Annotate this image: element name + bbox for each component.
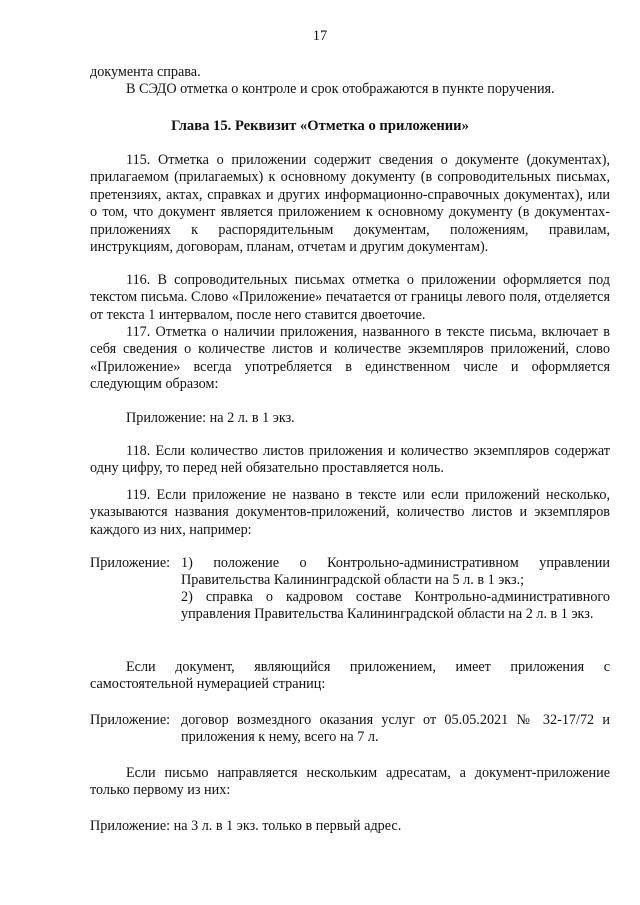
example-attachment-1: Приложение: на 2 л. в 1 экз.	[126, 410, 295, 426]
attachment-contract: договор возмездного оказания услуг от 05.05.2021 № 32-17/72 и приложения к нему, всего на 7 л.	[181, 712, 610, 746]
intro-line-1: документа справа.	[90, 64, 201, 80]
paragraph-119: 119. Если приложение не названо в тексте или если приложений несколько, указываются названия документов-приложений, количество листов и экземпляров каждого из них, например:	[90, 487, 610, 538]
paragraph-116: 116. В сопроводительных письмах отметка о приложении оформляется под текстом письма. Слово «Приложение» печатается от границы левого поля, отделяется от текста 1 интервалом, после него ставится двоеточие.	[90, 272, 610, 323]
paragraph-117: 117. Отметка о наличии приложения, названного в тексте письма, включает в себя сведения о количестве листов и количестве экземпляров приложений, слово «Приложение» всегда употребляется в единственном числе и оформляется следующим образом:	[90, 324, 610, 393]
page-number: 17	[312, 28, 328, 44]
paragraph-118: 118. Если количество листов приложения и количество экземпляров содержат одну цифру, то перед ней обязательно проставляется ноль.	[90, 443, 610, 477]
attachment-label: Приложение:	[90, 712, 171, 728]
paragraph-numbered-pages: Если документ, являющийся приложением, имеет приложения с самостоятельной нумерацией страниц:	[90, 659, 610, 693]
intro-line-2: В СЭДО отметка о контроле и срок отображаются в пункте поручения.	[126, 81, 555, 98]
paragraph-multiple-addressees: Если письмо направляется нескольким адресатам, а документ-приложение только первому из них:	[90, 765, 610, 799]
attachment-label: Приложение:	[90, 555, 171, 571]
chapter-heading: Глава 15. Реквизит «Отметка о приложении»	[171, 118, 469, 134]
example-attachment-4: Приложение: на 3 л. в 1 экз. только в первый адрес.	[90, 818, 402, 834]
paragraph-115: 115. Отметка о приложении содержит сведения о документе (документах), прилагаемом (прилагаемых) к основному документу (в сопроводительных письмах, претензиях, актах, справках и других информационно-справочных документах), или о том, что документ является приложением к основному документу (в документах-приложениях к распорядительным документам, положениям, правилам, инструкциям, договорам, планам, отчетам и другим документам).	[90, 152, 610, 256]
attachment-item-2: 2) справка о кадровом составе Контрольно-административного управления Правительства Калининградской области на 2 л. в 1 экз.	[181, 589, 610, 623]
attachment-item-1: 1) положение о Контрольно-административном управлении Правительства Калининградской области на 5 л. в 1 экз.;	[181, 555, 610, 589]
intro-block	[90, 64, 610, 99]
